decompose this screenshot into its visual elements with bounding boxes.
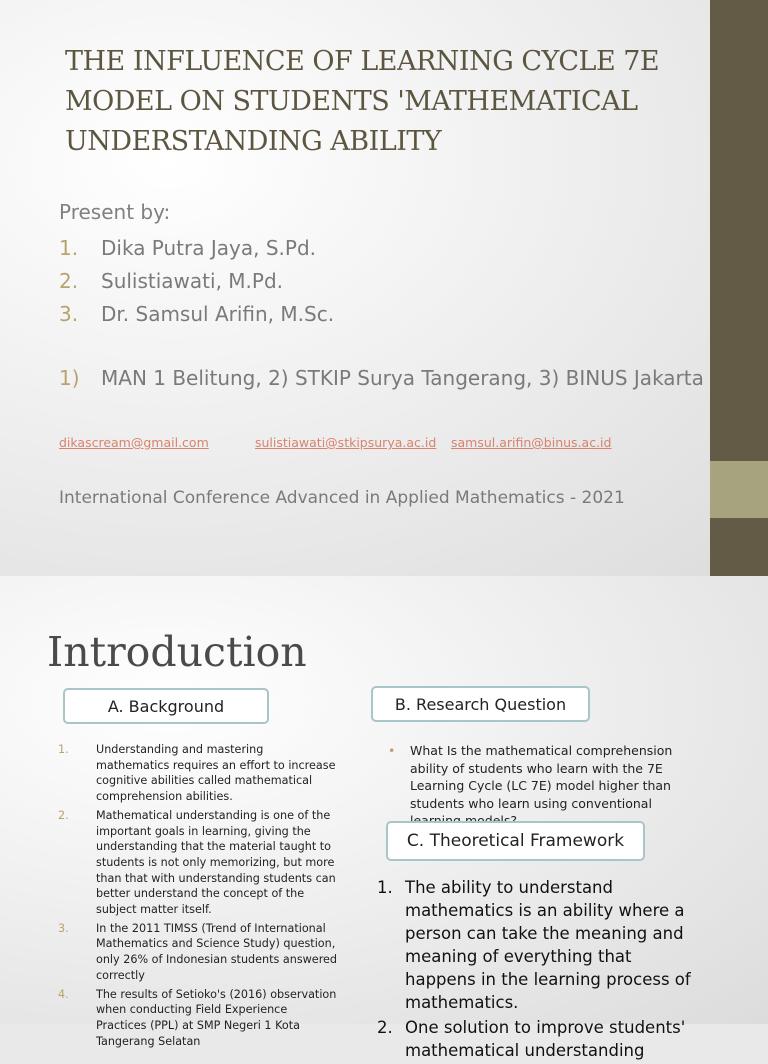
list-item	[58, 742, 340, 805]
list-item	[377, 1016, 697, 1062]
list-number: 1.	[377, 878, 393, 897]
research-question	[388, 742, 678, 816]
list-number: 1.	[58, 743, 69, 756]
email-link-samsul[interactable]: samsul.arifin@binus.ac.id	[451, 435, 612, 450]
slide-title: THE INFLUENCE OF LEARNING CYCLE 7E MODEL ON STUDENTS 'MATHEMATICAL UNDERSTANDING ABILITY	[65, 46, 660, 157]
list-item	[58, 808, 340, 918]
author-item	[59, 298, 334, 331]
affiliation-text: MAN 1 Belitung, 2) STKIP Surya Tangerang, 3) BINUS Jakarta	[101, 366, 704, 390]
list-text: The ability to understand mathematics is an ability where a person can take the meaning and meaning of everything that happens in the learning process of mathematics.	[405, 878, 691, 1012]
author-name: Sulistiawati, M.Pd.	[101, 269, 284, 293]
introduction-title: Introduction	[47, 628, 307, 676]
background-label-box: A. Background	[63, 688, 269, 724]
list-number: 2.	[377, 1018, 393, 1037]
list-text: In the 2011 TIMSS (Trend of International Mathematics and Science Study) question, only 26% of Indonesian students answered correctly	[96, 921, 338, 982]
list-text: One solution to improve students' mathematical understanding	[405, 1018, 686, 1060]
sidebar-accent	[710, 461, 768, 518]
theoretical-framework-label-box: C. Theoretical Framework	[386, 821, 645, 861]
affiliation-number: 1)	[59, 366, 80, 390]
author-list	[59, 232, 334, 331]
present-by-label: Present by:	[59, 200, 171, 224]
list-item	[58, 987, 340, 1050]
list-item	[377, 876, 697, 1014]
email-link-sulistiawati[interactable]: sulistiawati@stkipsurya.ac.id	[255, 435, 437, 450]
author-name: Dika Putra Jaya, S.Pd.	[101, 236, 316, 260]
author-name: Dr. Samsul Arifin, M.Sc.	[101, 302, 335, 326]
conference-name: International Conference Advanced in Applied Mathematics - 2021	[59, 488, 625, 508]
affiliations	[59, 366, 704, 390]
list-text: The results of Setioko's (2016) observation when conducting Field Experience Practices (PPL) at SMP Negeri 1 Kota Tangerang Selatan	[96, 987, 337, 1048]
author-number: 2.	[59, 269, 79, 293]
framework-list	[377, 876, 697, 1064]
introduction-slide	[0, 576, 768, 1060]
list-number: 3.	[58, 921, 69, 935]
author-item	[59, 265, 334, 298]
list-text: Understanding and mastering mathematics requires an effort to increase cognitive abilities called mathematical comprehension abilities.	[96, 743, 336, 804]
author-number: 3.	[59, 302, 79, 326]
background-list	[58, 742, 340, 1052]
research-question-label-box: B. Research Question	[371, 686, 590, 722]
bullet-icon: •	[388, 743, 396, 758]
author-item	[59, 232, 334, 265]
list-number: 4.	[58, 987, 69, 1001]
list-text: Mathematical understanding is one of the important goals in learning, giving the understanding that the material taught to students is not only memorizing, but more than that with understanding students can better understand the concept of the subject matter itself.	[96, 808, 336, 917]
research-question-text: What Is the mathematical comprehension ability of students who learn with the 7E Learning Cycle (LC 7E) model higher than students who learn using conventional	[410, 743, 673, 811]
list-number: 2.	[58, 808, 69, 822]
email-link-dika[interactable]: dikascream@gmail.com	[59, 435, 209, 450]
author-number: 1.	[59, 236, 79, 260]
list-item	[58, 921, 340, 984]
